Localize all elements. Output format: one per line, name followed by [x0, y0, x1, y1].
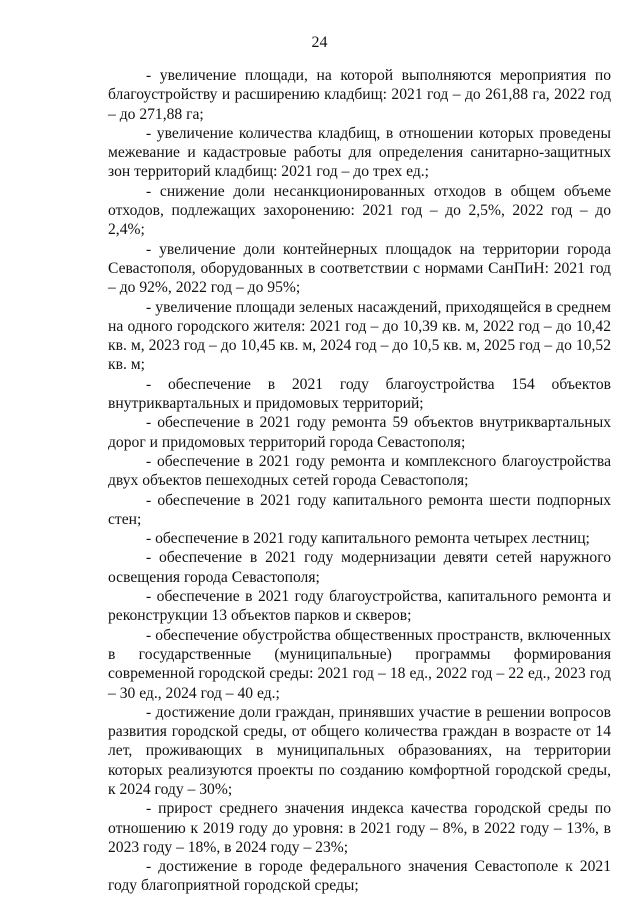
list-item: - увеличение количества кладбищ, в отношении которых проведены межевание и кадастровые работы для определения санитарно-защитных зон территорий кладбищ: 2021 год – до трех ед.; — [108, 124, 611, 181]
list-item: - обеспечение в 2021 году благоустройства 154 объектов внутриквартальных и придомовых территорий; — [108, 375, 611, 413]
list-item: - обеспечение в 2021 году благоустройства, капитального ремонта и реконструкции 13 объектов парков и скверов; — [108, 588, 611, 625]
page-number: 24 — [311, 34, 328, 51]
list-item: - увеличение доли контейнерных площадок на территории города Севастополя, оборудованных в соответствии с нормами СанПиН: 2021 год – до 92%, 2022 год – до 95%; — [108, 240, 611, 297]
list-item: - обеспечение в 2021 году капитального ремонта шести подпорных стен; — [108, 491, 611, 528]
list-item: - прирост среднего значения индекса качества городской среды по отношению к 2019 году до уровня: в 2021 году – 8%, в 2022 году – 13%, в 2023 году – 18%, в 2024 году – 23%; — [108, 800, 611, 856]
list-item: - обеспечение обустройства общественных пространств, включенных в государственные (муниципальные) программы формирования современной городской среды: 2021 год – 18 ед., 2022 год – 22 ед., 2023 год – 30 ед., 2024 год – 40 ед.; — [108, 626, 611, 702]
list-item: - обеспечение в 2021 году ремонта 59 объектов внутриквартальных дорог и придомовых территорий города Севастополя; — [108, 414, 611, 451]
list-item: - обеспечение в 2021 году модернизации девяти сетей наружного освещения города Севастополя; — [108, 549, 611, 586]
list-item: - обеспечение в 2021 году ремонта и комплексного благоустройства двух объектов пешеходных сетей города Севастополя; — [108, 452, 611, 490]
list-item: - обеспечение в 2021 году капитального ремонта четырех лестниц; — [146, 530, 590, 548]
list-item: - увеличение площади, на которой выполняются мероприятия по благоустройству и расширению кладбищ: 2021 год – до 261,88 га, 2022 год – до 271,88 га; — [108, 67, 611, 123]
list-item: - достижение в городе федерального значения Севастополе к 2021 году благоприятной городской среды; — [108, 858, 611, 895]
list-item: - увеличение площади зеленых насаждений, приходящейся в среднем на одного городского жителя: 2021 год – до 10,39 кв. м, 2022 год – до 10,42 кв. м, 2023 год – до 10,45 кв. м, 2024 год – до 10,5 кв. м, 2025 год – до 10,52 кв. м; — [108, 298, 611, 374]
document-body — [108, 66, 611, 896]
list-item: - достижение доли граждан, принявших участие в решении вопросов развития городской среды, от общего количества граждан в возрасте от 14 лет, проживающих в муниципальных образованиях, на территории которых реализуются проекты по созданию комфортной городской среды, к 2024 году – 30%; — [108, 703, 611, 798]
list-item: - снижение доли несанкционированных отходов в общем объеме отходов, подлежащих захоронению: 2021 год – до 2,5%, 2022 год – до 2,4%; — [108, 182, 611, 239]
